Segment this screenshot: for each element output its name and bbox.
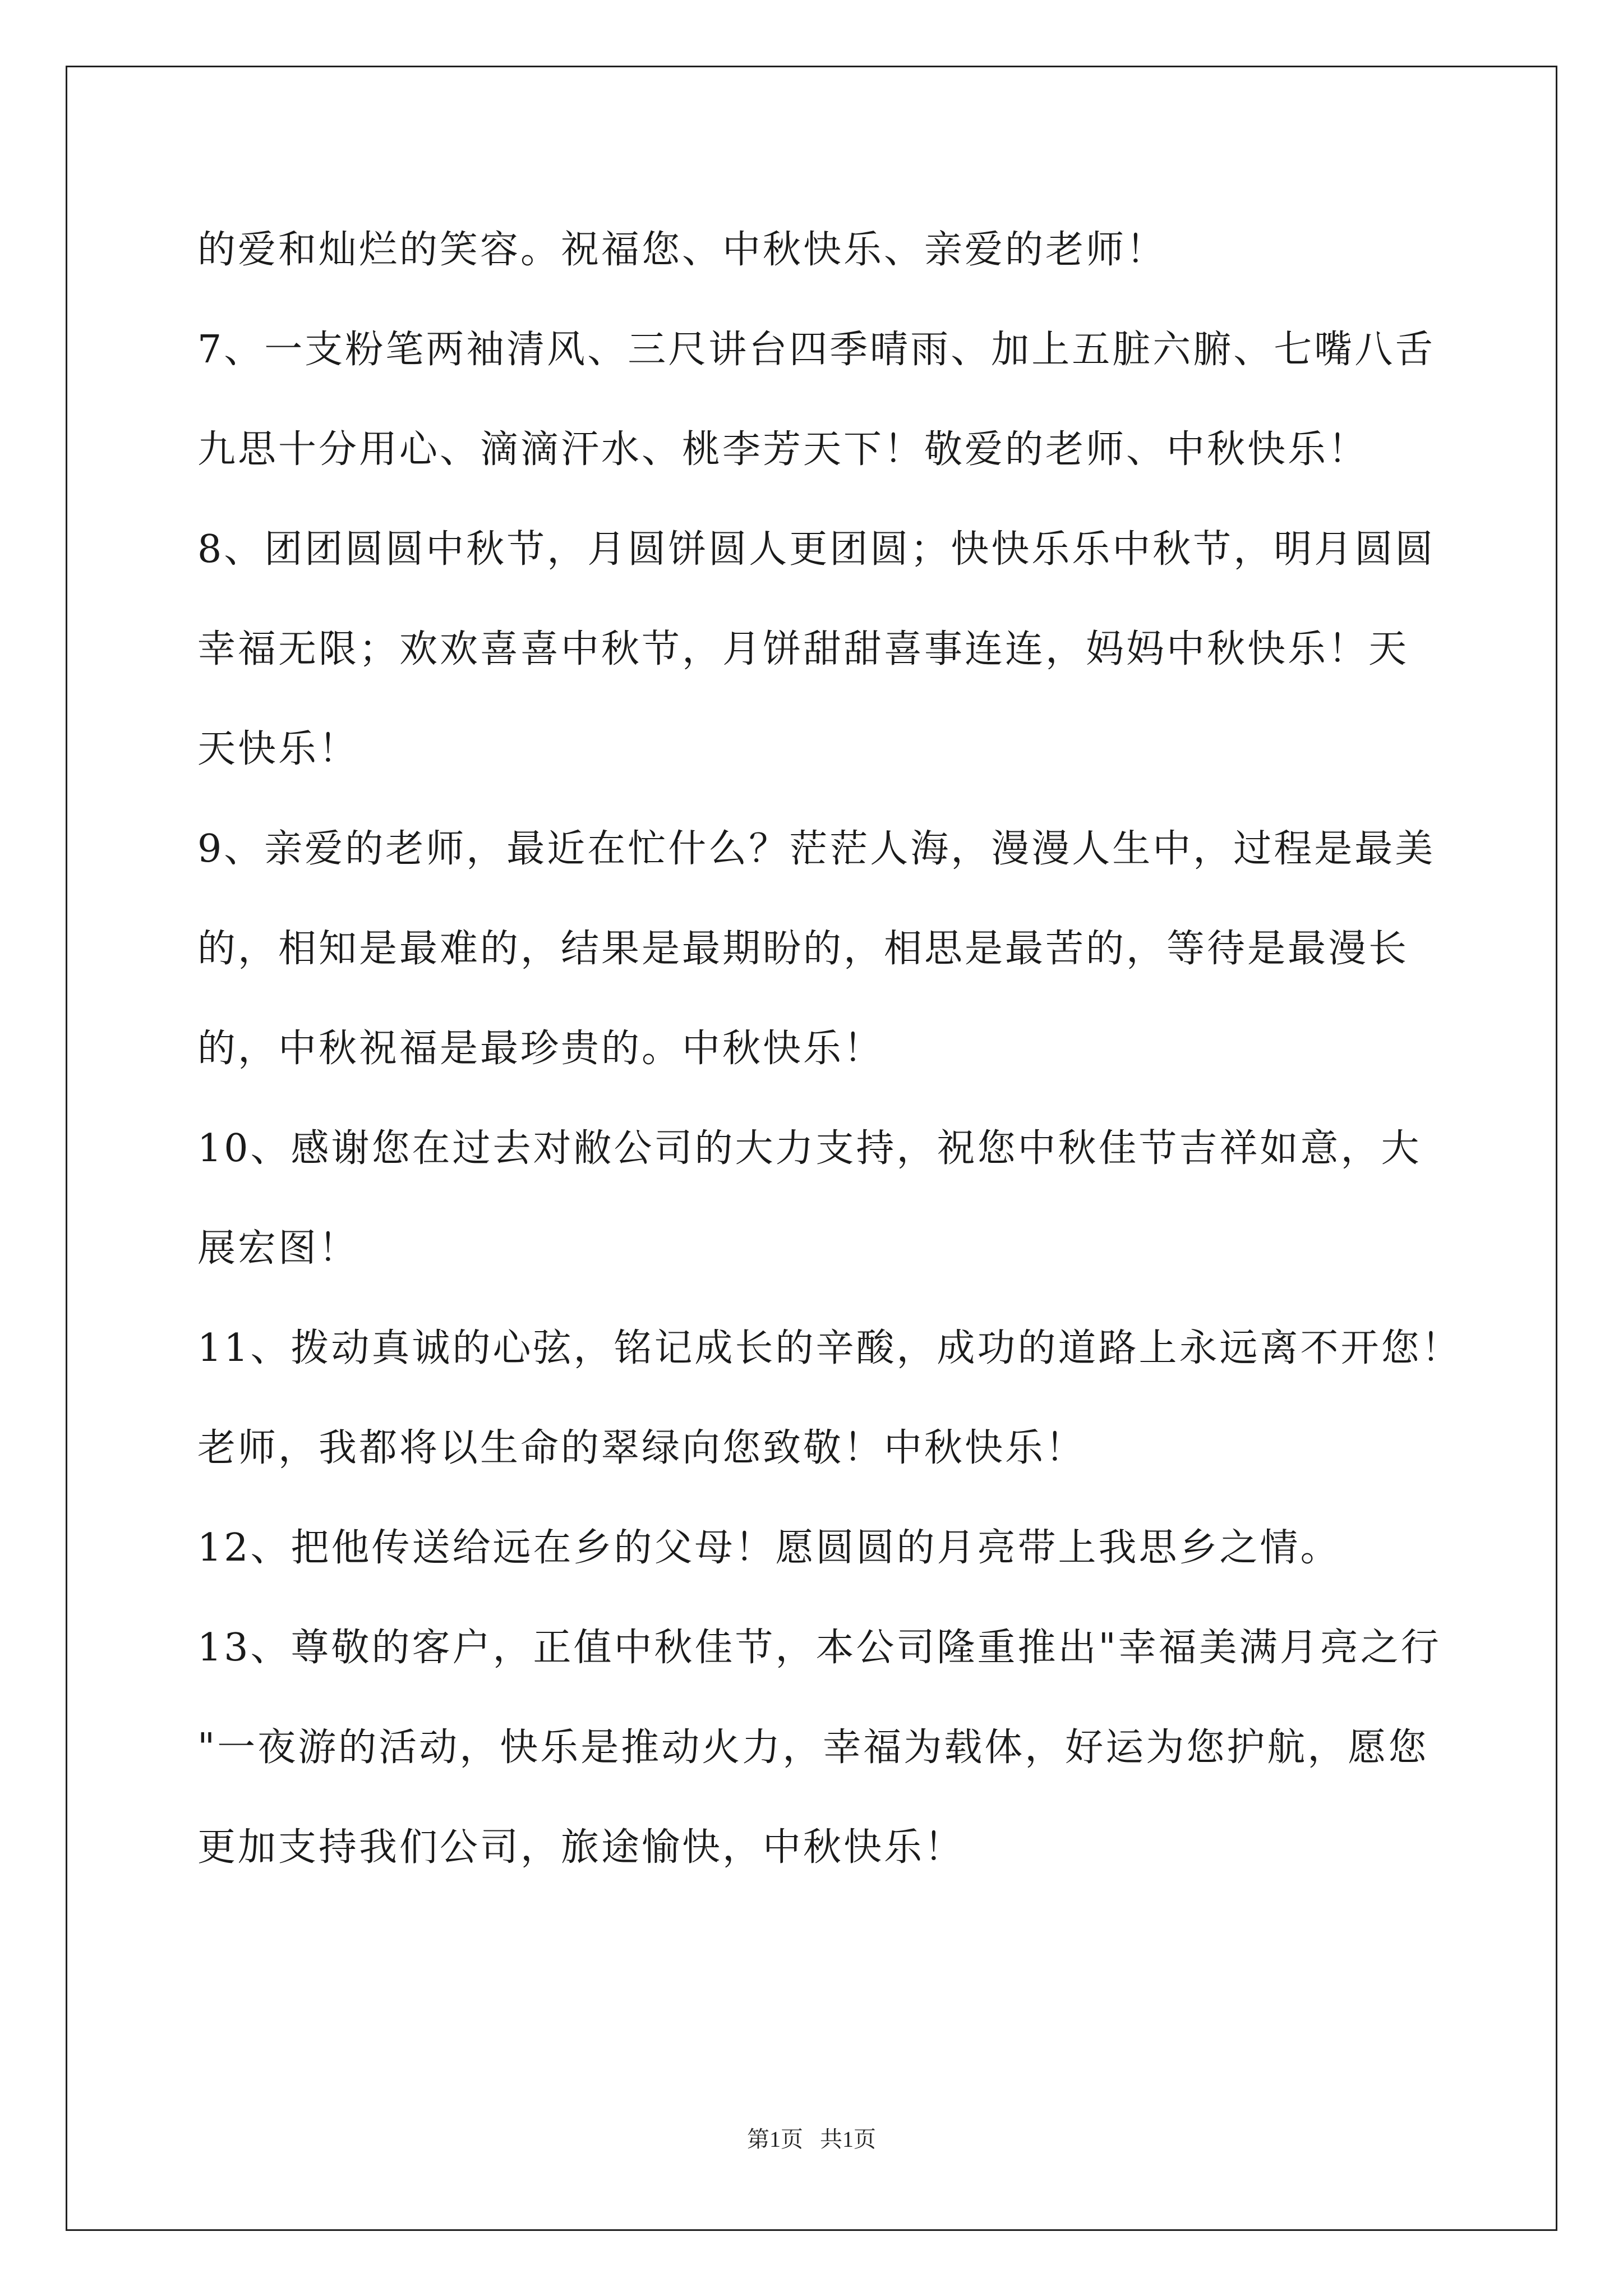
text-line: 幸福无限；欢欢喜喜中秋节，月饼甜甜喜事连连，妈妈中秋快乐！天 <box>197 627 1409 671</box>
text-line: 更加支持我们公司，旅途愉快，中秋快乐！ <box>197 1825 965 1870</box>
text-line: 12、把他传送给远在乡的父母！愿圆圆的月亮带上我思乡之情。 <box>197 1526 1341 1570</box>
text-line: 天快乐！ <box>197 727 359 771</box>
text-line: 的，相知是最难的，结果是最期盼的，相思是最苦的，等待是最漫长 <box>197 927 1409 971</box>
text-line: 展宏图！ <box>197 1226 359 1271</box>
text-line: 7、一支粉笔两袖清风、三尺讲台四季晴雨、加上五脏六腑、七嘴八舌 <box>197 328 1436 372</box>
text-line: 8、团团圆圆中秋节，月圆饼圆人更团圆；快快乐乐中秋节，明月圆圆 <box>197 527 1436 572</box>
text-line: 9、亲爱的老师，最近在忙什么？茫茫人海，漫漫人生中，过程是最美 <box>197 827 1436 871</box>
text-line: 11、拨动真诚的心弦，铭记成长的辛酸，成功的道路上永远离不开您！ <box>197 1326 1462 1370</box>
text-line: 13、尊敬的客户，正值中秋佳节，本公司隆重推出"幸福美满月亮之行 <box>197 1626 1441 1670</box>
text-line: 的爱和灿烂的笑容。祝福您、中秋快乐、亲爱的老师！ <box>197 228 1167 272</box>
text-line: 九思十分用心、滴滴汗水、桃李芳天下！敬爱的老师、中秋快乐！ <box>197 427 1369 472</box>
text-line: "一夜游的活动，快乐是推动火力，幸福为载体，好运为您护航，愿您 <box>197 1726 1429 1770</box>
text-line: 的，中秋祝福是最珍贵的。中秋快乐！ <box>197 1027 884 1071</box>
page-number-footer: 第1页 共1页 <box>747 2127 876 2152</box>
text-line: 10、感谢您在过去对敝公司的大力支持，祝您中秋佳节吉祥如意，大 <box>197 1126 1422 1171</box>
text-line: 老师，我都将以生命的翠绿向您致敬！中秋快乐！ <box>197 1426 1086 1470</box>
